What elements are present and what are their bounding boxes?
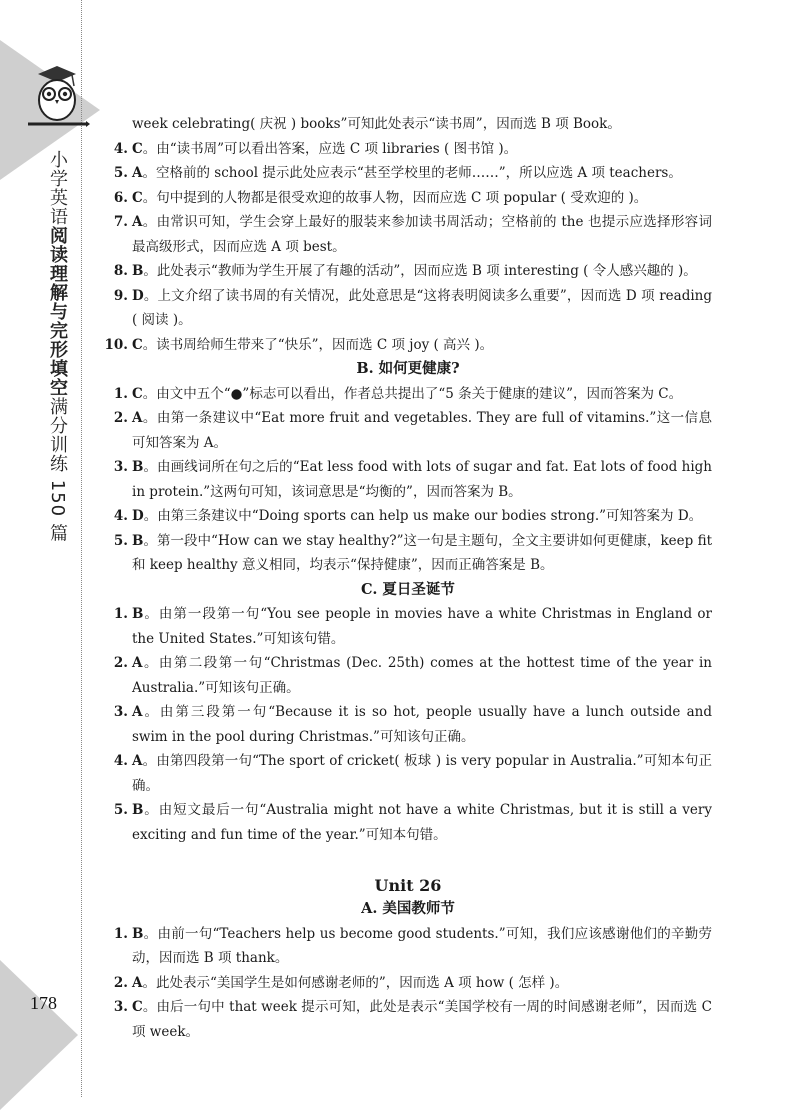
item-number: 9. [113, 287, 128, 304]
item-text: D。由第三条建议中“Doing sports can help us make our bodies strong.”可知答案为 D。 [132, 508, 703, 524]
item-number: 2. [113, 655, 128, 671]
answer-item [104, 406, 712, 455]
margin-dotted-line [81, 0, 82, 1097]
answer-item [104, 186, 712, 211]
sidebar-bottom-triangle [0, 960, 78, 1110]
answer-item [104, 700, 712, 749]
owl-mascot-icon [24, 62, 90, 132]
item-number: 5. [113, 165, 128, 181]
answer-item [104, 259, 712, 284]
item-number: 4. [113, 753, 128, 769]
item-number: 4. [113, 140, 128, 157]
answer-content [104, 112, 712, 1044]
answer-item [104, 529, 712, 578]
item-text: A。由第一条建议中“Eat more fruit and vegetables. They are full of vitamins.”这一信息可知答案为 A。 [132, 410, 712, 451]
item-text: B。由画线词所在句之后的“Eat less food with lots of sugar and fat. Eat lots of food high in protein.”这两句可知，该词意思是“均衡的”，因而答案为 B。 [132, 459, 712, 500]
item-number: 2. [113, 410, 128, 426]
item-text: A。由第三段第一句“Because it is so hot, people usually have a lunch outside and swim in the pool during Christmas.”可知该句正确。 [132, 704, 712, 745]
item-text: C。由后一句中 that week 提示可知，此处是表示“美国学校有一周的时间感谢老师”，因而选 C 项 week。 [132, 999, 712, 1040]
item-text: B。此处表示“教师为学生开展了有趣的活动”，因而应选 B 项 interesting ( 令人感兴趣的 )。 [132, 263, 697, 279]
answer-item [104, 455, 712, 504]
item-number: 1. [113, 606, 128, 622]
answer-item [104, 504, 712, 529]
answer-item [104, 995, 712, 1044]
item-number: 10. [104, 336, 128, 353]
answer-item [104, 161, 712, 186]
item-text: D。上文介绍了读书周的有关情况，此处意思是“这将表明阅读多么重要”，因而选 D 项 reading ( 阅读 )。 [132, 287, 712, 328]
item-text: B。第一段中“How can we stay healthy?”这一句是主题句，全文主要讲如何更健康，keep fit 和 keep healthy 意义相同，均表示“保持健康”，因而正确答案是 B。 [132, 532, 712, 573]
book-title-part1: 小学英语 [47, 150, 68, 226]
item-text: C。由“读书周”可以看出答案，应选 C 项 libraries ( 图书馆 )。 [132, 140, 518, 157]
item-number: 3. [113, 459, 128, 475]
item-number: 3. [113, 999, 128, 1015]
item-text: B。由前一句“Teachers help us become good students.”可知，我们应该感谢他们的辛勤劳动，因而选 B 项 thank。 [132, 925, 712, 966]
answer-item [104, 798, 712, 847]
item-number: 4. [113, 508, 128, 524]
item-number: 2. [113, 974, 128, 991]
item-number: 1. [113, 925, 128, 942]
book-title-part3: 满分训练 150 篇 [47, 397, 68, 543]
section-heading-c: C. 夏日圣诞节 [361, 580, 455, 598]
unit-title: Unit 26 [374, 876, 442, 895]
book-title-vertical [40, 150, 70, 543]
item-text: A。由第四段第一句“The sport of cricket( 板球 ) is very popular in Australia.”可知本句正确。 [132, 753, 712, 794]
answer-item [104, 382, 712, 407]
answer-item [104, 971, 712, 996]
item-text: B。由短文最后一句“Australia might not have a white Christmas, but it is still a very exciting and fun time of the year.”可知本句错。 [132, 802, 712, 843]
page-number: 178 [30, 993, 57, 1013]
item-text: A。空格前的 school 提示此处应表示“甚至学校里的老师……”，所以应选 A 项 teachers。 [132, 165, 682, 181]
item-number: 5. [113, 532, 128, 549]
answer-item [104, 651, 712, 700]
item-number: 6. [113, 189, 128, 206]
answer-item [104, 284, 712, 333]
answer-item [104, 333, 712, 358]
item-text: A。此处表示“美国学生是如何感谢老师的”，因而选 A 项 how ( 怎样 )。 [132, 974, 569, 991]
item-number: 1. [113, 385, 128, 402]
section-heading-b: B. 如何更健康? [356, 360, 460, 377]
item-number: 3. [113, 704, 128, 720]
item-text: C。句中提到的人物都是很受欢迎的故事人物，因而应选 C 项 popular ( 受欢迎的 )。 [132, 189, 648, 206]
item-number: 5. [113, 802, 128, 818]
answer-item [104, 922, 712, 971]
answer-item [104, 210, 712, 259]
section-heading-a: A. 美国教师节 [361, 900, 455, 917]
item-number: 7. [113, 214, 128, 230]
answer-item [104, 602, 712, 651]
item-text: C。由文中五个“●”标志可以看出，作者总共提出了“5 条关于健康的建议”，因而答案为 C。 [132, 385, 683, 402]
item-text: B。由第一段第一句“You see people in movies have a white Christmas in England or the United States.”可知该句错。 [132, 606, 712, 647]
item-text: A。由常识可知，学生会穿上最好的服装来参加读书周活动；空格前的 the 也提示应选择形容词最高级形式，因而应选 A 项 best。 [132, 214, 712, 255]
item-text: A。由第二段第一句“Christmas (Dec. 25th) comes at the hottest time of the year in Australia.”可知该句正确。 [132, 655, 712, 696]
answer-item [104, 749, 712, 798]
item-text: C。读书周给师生带来了“快乐”，因而选 C 项 joy ( 高兴 )。 [132, 336, 494, 353]
continuation-line: week celebrating( 庆祝 ) books”可知此处表示“读书周”，因而选 B 项 Book。 [132, 116, 621, 132]
answer-item [104, 137, 712, 162]
book-title-part2: 阅读理解与完形填空 [47, 226, 68, 397]
item-number: 8. [113, 263, 128, 279]
